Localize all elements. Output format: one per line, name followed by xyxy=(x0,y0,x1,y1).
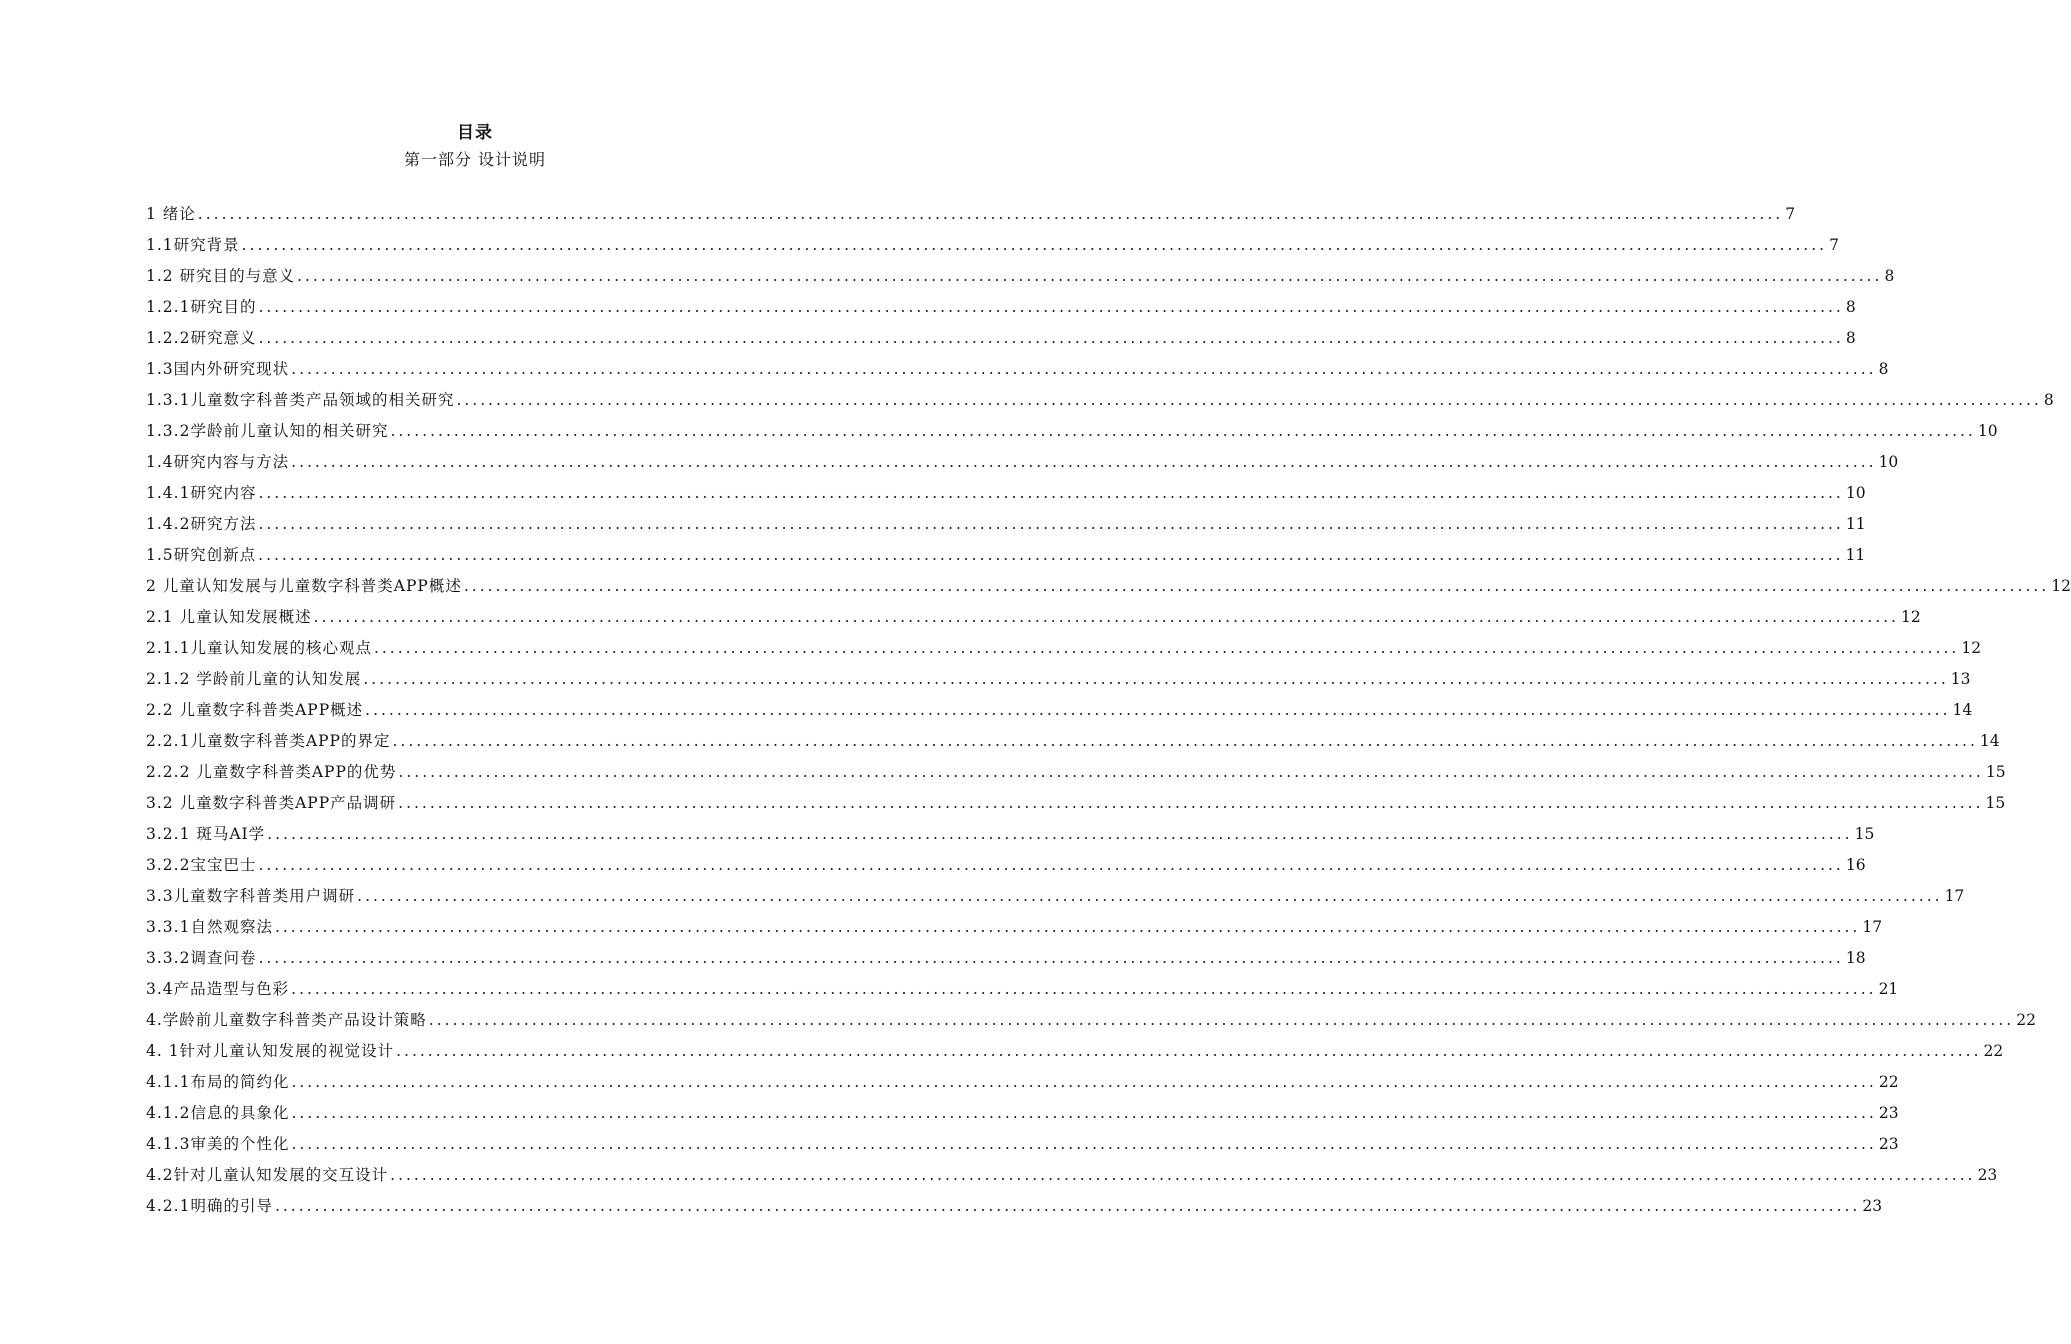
toc-entry-page: 12 xyxy=(1961,639,1982,657)
toc-entry-label: 2 儿童认知发展与儿童数字科普类APP概述 xyxy=(146,577,462,595)
toc-leader-dots: ........................................................................................................................................................................................................ xyxy=(258,484,1844,502)
toc-entry[interactable] xyxy=(146,357,1889,381)
toc-title: 目录 xyxy=(457,123,493,143)
toc-leader-dots: ........................................................................................................................................................................................................ xyxy=(396,1042,1982,1060)
toc-entry-page: 15 xyxy=(1985,763,2006,781)
toc-leader-dots: ........................................................................................................................................................................................................ xyxy=(390,422,1976,440)
toc-entry-page: 23 xyxy=(1977,1166,1998,1184)
toc-entry-page: 8 xyxy=(1878,360,1889,378)
toc-leader-dots: ........................................................................................................................................................................................................ xyxy=(392,732,1978,750)
toc-entry-label: 1.2.1研究目的 xyxy=(146,298,257,316)
toc-leader-dots: ........................................................................................................................................................................................................ xyxy=(274,1197,1861,1215)
toc-entry-page: 10 xyxy=(1977,422,1998,440)
toc-entry-label: 1.2 研究目的与意义 xyxy=(146,267,296,285)
toc-leader-dots: ........................................................................................................................................................................................................ xyxy=(398,794,1984,812)
toc-entry-page: 14 xyxy=(1979,732,2000,750)
toc-entry-page: 11 xyxy=(1845,546,1866,564)
toc-entry-label: 2.1.2 学龄前儿童的认知发展 xyxy=(146,670,362,688)
toc-entry-label: 1 绪论 xyxy=(146,205,196,223)
toc-entry[interactable] xyxy=(146,915,1883,939)
toc-leader-dots: ........................................................................................................................................................................................................ xyxy=(241,236,1828,254)
toc-entry[interactable] xyxy=(146,1101,1899,1125)
toc-leader-dots: ........................................................................................................................................................................................................ xyxy=(313,608,1899,626)
toc-entry[interactable] xyxy=(146,512,1866,536)
toc-entry-page: 15 xyxy=(1854,825,1875,843)
toc-leader-dots: ........................................................................................................................................................................................................ xyxy=(258,546,1844,564)
toc-entry-page: 8 xyxy=(1845,329,1856,347)
toc-leader-dots: ........................................................................................................................................................................................................ xyxy=(291,1073,1877,1091)
toc-leader-dots: ........................................................................................................................................................................................................ xyxy=(258,856,1844,874)
toc-entry[interactable] xyxy=(146,853,1866,877)
toc-entry-page: 16 xyxy=(1845,856,1866,874)
toc-entry-label: 3.2 儿童数字科普类APP产品调研 xyxy=(146,794,397,812)
toc-entry-page: 10 xyxy=(1878,453,1899,471)
toc-entry-page: 8 xyxy=(2043,391,2054,409)
toc-entry-page: 12 xyxy=(2051,577,2071,595)
toc-entry-label: 3.2.1 斑马AI学 xyxy=(146,825,266,843)
toc-entry[interactable] xyxy=(146,791,2006,815)
toc-entry-page: 21 xyxy=(1878,980,1899,998)
toc-entry[interactable] xyxy=(146,667,1971,691)
toc-entry[interactable] xyxy=(146,326,1856,350)
toc-leader-dots: ........................................................................................................................................................................................................ xyxy=(428,1011,2015,1029)
toc-leader-dots: ........................................................................................................................................................................................................ xyxy=(363,670,1949,688)
toc-entry[interactable] xyxy=(146,419,1998,443)
toc-entry-label: 4.1.3审美的个性化 xyxy=(146,1135,290,1153)
toc-entry-label: 1.4研究内容与方法 xyxy=(146,453,290,471)
toc-entry[interactable] xyxy=(146,698,1973,722)
toc-leader-dots: ........................................................................................................................................................................................................ xyxy=(258,298,1844,316)
toc-entry-page: 22 xyxy=(1878,1073,1899,1091)
toc-entry-page: 17 xyxy=(1944,887,1965,905)
toc-leader-dots: ........................................................................................................................................................................................................ xyxy=(291,1135,1877,1153)
toc-entry-label: 2.2.2 儿童数字科普类APP的优势 xyxy=(146,763,397,781)
toc-entry-page: 14 xyxy=(1952,701,1973,719)
toc-entry[interactable] xyxy=(146,605,1921,629)
toc-entry-page: 22 xyxy=(2016,1011,2036,1029)
toc-entry[interactable] xyxy=(146,1132,1899,1156)
toc-entry[interactable] xyxy=(146,884,1965,908)
toc-entry-page: 11 xyxy=(1845,515,1866,533)
toc-entry-page: 23 xyxy=(1862,1197,1883,1215)
toc-leader-dots: ........................................................................................................................................................................................................ xyxy=(274,918,1861,936)
toc-entry[interactable] xyxy=(146,574,2071,598)
toc-entry-label: 1.3.1儿童数字科普类产品领域的相关研究 xyxy=(146,391,455,409)
toc-entry[interactable] xyxy=(146,233,1839,257)
toc-entry-label: 3.3.1自然观察法 xyxy=(146,918,273,936)
toc-entry-label: 4.1.1布局的简约化 xyxy=(146,1073,290,1091)
toc-entry-page: 23 xyxy=(1878,1104,1899,1122)
toc-entry[interactable] xyxy=(146,264,1895,288)
toc-entry-page: 13 xyxy=(1950,670,1971,688)
toc-entry[interactable] xyxy=(146,450,1899,474)
toc-entry[interactable] xyxy=(146,1008,2036,1032)
toc-entry-label: 4.2针对儿童认知发展的交互设计 xyxy=(146,1166,389,1184)
toc-entry-page: 7 xyxy=(1785,205,1796,223)
toc-entry[interactable] xyxy=(146,1194,1883,1218)
toc-entry[interactable] xyxy=(146,760,2006,784)
toc-leader-dots: ........................................................................................................................................................................................................ xyxy=(297,267,1883,285)
toc-entry[interactable] xyxy=(146,295,1856,319)
toc-leader-dots: ........................................................................................................................................................................................................ xyxy=(291,453,1877,471)
toc-leader-dots: ........................................................................................................................................................................................................ xyxy=(291,1104,1877,1122)
toc-entry-label: 3.3.2调查问卷 xyxy=(146,949,257,967)
toc-entry-label: 3.2.2宝宝巴士 xyxy=(146,856,257,874)
toc-entry-page: 7 xyxy=(1829,236,1839,254)
toc-entry-label: 2.1 儿童认知发展概述 xyxy=(146,608,312,626)
toc-entry-page: 12 xyxy=(1900,608,1921,626)
toc-entry-label: 1.5研究创新点 xyxy=(146,546,257,564)
toc-entry-page: 22 xyxy=(1983,1042,2004,1060)
toc-entry-label: 1.4.1研究内容 xyxy=(146,484,257,502)
toc-entry-label: 2.2.1儿童数字科普类APP的界定 xyxy=(146,732,391,750)
toc-leader-dots: ........................................................................................................................................................................................................ xyxy=(463,577,2050,595)
toc-entry-label: 2.1.1儿童认知发展的核心观点 xyxy=(146,639,372,657)
toc-entry[interactable] xyxy=(146,543,1866,567)
toc-leader-dots: ........................................................................................................................................................................................................ xyxy=(291,360,1877,378)
toc-entry[interactable] xyxy=(146,388,2054,412)
toc-entry[interactable] xyxy=(146,977,1899,1001)
toc-leader-dots: ........................................................................................................................................................................................................ xyxy=(456,391,2042,409)
toc-entry-page: 10 xyxy=(1845,484,1866,502)
toc-entry[interactable] xyxy=(146,636,1982,660)
toc-entry-page: 18 xyxy=(1845,949,1866,967)
toc-leader-dots: ........................................................................................................................................................................................................ xyxy=(390,1166,1976,1184)
toc-entry-label: 4.学龄前儿童数字科普类产品设计策略 xyxy=(146,1011,427,1029)
toc-entry-page: 15 xyxy=(1985,794,2006,812)
toc-entry[interactable] xyxy=(146,1070,1899,1094)
toc-entry[interactable] xyxy=(146,729,2000,753)
toc-leader-dots: ........................................................................................................................................................................................................ xyxy=(357,887,1943,905)
toc-entry-page: 23 xyxy=(1878,1135,1899,1153)
toc-entry-label: 2.2 儿童数字科普类APP概述 xyxy=(146,701,364,719)
toc-entry[interactable] xyxy=(146,946,1866,970)
toc-entry-label: 4.1.2信息的具象化 xyxy=(146,1104,290,1122)
toc-entry-page: 8 xyxy=(1884,267,1895,285)
toc-entry[interactable] xyxy=(146,1039,2004,1063)
toc-subtitle: 第一部分 设计说明 xyxy=(403,150,547,169)
toc-leader-dots: ........................................................................................................................................................................................................ xyxy=(291,980,1877,998)
toc-entry-label: 3.3儿童数字科普类用户调研 xyxy=(146,887,356,905)
toc-entry[interactable] xyxy=(146,1163,1998,1187)
toc-entry[interactable] xyxy=(146,822,1875,846)
toc-entry[interactable] xyxy=(146,481,1866,505)
toc-entry-label: 1.1研究背景 xyxy=(146,236,240,254)
toc-entry-label: 4. 1针对儿童认知发展的视觉设计 xyxy=(146,1042,395,1060)
toc-entry[interactable] xyxy=(146,202,1796,226)
toc-entry-label: 1.2.2研究意义 xyxy=(146,329,257,347)
toc-entry-label: 3.4产品造型与色彩 xyxy=(146,980,290,998)
toc-entry-label: 1.3.2学龄前儿童认知的相关研究 xyxy=(146,422,389,440)
toc-leader-dots: ........................................................................................................................................................................................................ xyxy=(258,949,1844,967)
toc-leader-dots: ........................................................................................................................................................................................................ xyxy=(258,329,1844,347)
toc-leader-dots: ........................................................................................................................................................................................................ xyxy=(267,825,1853,843)
toc-entry-page: 17 xyxy=(1862,918,1883,936)
toc-leader-dots: ........................................................................................................................................................................................................ xyxy=(365,701,1951,719)
toc-entry-label: 1.3国内外研究现状 xyxy=(146,360,290,378)
toc-leader-dots: ........................................................................................................................................................................................................ xyxy=(197,205,1784,223)
toc-leader-dots: ........................................................................................................................................................................................................ xyxy=(398,763,1984,781)
toc-entry-label: 4.2.1明确的引导 xyxy=(146,1197,273,1215)
toc-leader-dots: ........................................................................................................................................................................................................ xyxy=(258,515,1844,533)
toc-leader-dots: ........................................................................................................................................................................................................ xyxy=(373,639,1960,657)
toc-entry-label: 1.4.2研究方法 xyxy=(146,515,257,533)
toc-entry-page: 8 xyxy=(1845,298,1856,316)
